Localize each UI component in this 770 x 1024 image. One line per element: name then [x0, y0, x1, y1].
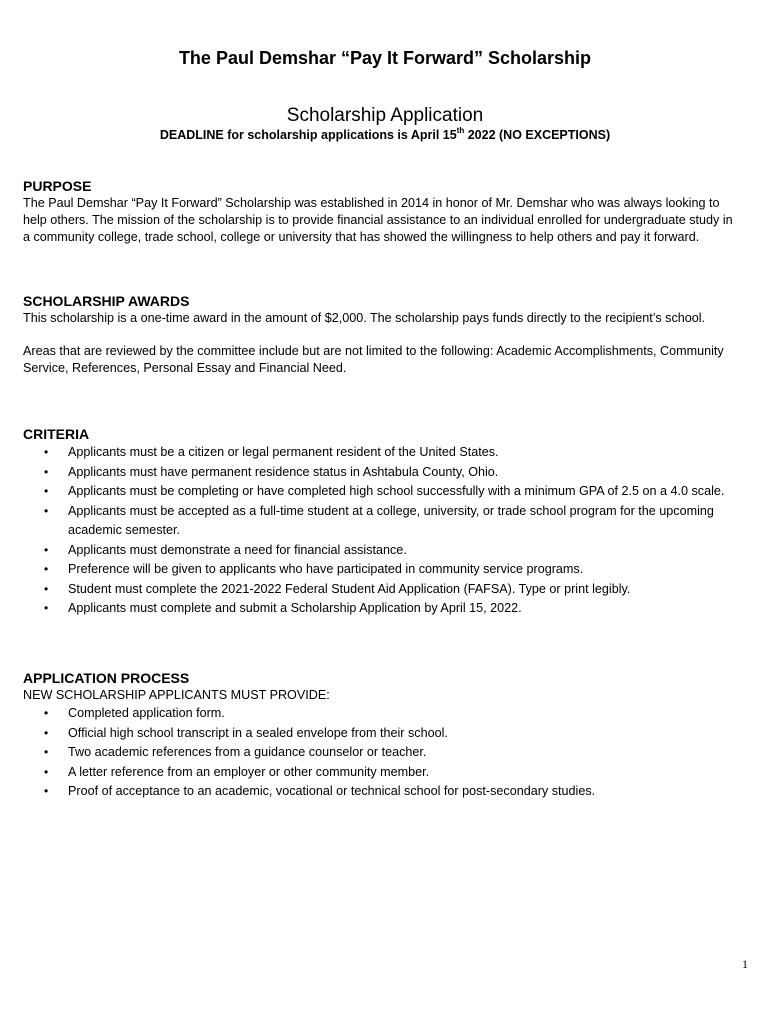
application-process-intro: NEW SCHOLARSHIP APPLICANTS MUST PROVIDE: [23, 688, 330, 702]
criteria-item-text: Applicants must be a citizen or legal permanent resident of the United States. [68, 445, 499, 459]
deadline-prefix: DEADLINE for scholarship applications is April 15 [159, 128, 457, 142]
deadline-notice [0, 128, 770, 142]
list-item [23, 782, 733, 802]
process-item-text: Proof of acceptance to an academic, vocational or technical school for post-secondary studies. [68, 784, 596, 798]
application-process-heading: APPLICATION PROCESS [23, 670, 190, 686]
awards-review-text: Areas that are reviewed by the committee include but are not limited to the following: Academic Accomplishments, Community Service, References, Personal Essay and Financial Need. [23, 344, 724, 375]
purpose-section [23, 178, 733, 246]
bullet-icon: • [44, 445, 49, 459]
page-number: 1 [742, 957, 748, 971]
criteria-section [23, 426, 733, 619]
criteria-item-text: Applicants must demonstrate a need for financial assistance. [68, 542, 407, 557]
deadline-suffix: 2022 (NO EXCEPTIONS) [464, 128, 611, 142]
bullet-icon: • [44, 745, 49, 759]
process-item-text: Two academic references from a guidance counselor or teacher. [68, 745, 427, 759]
document-title: The Paul Demshar “Pay It Forward” Scholarship [178, 48, 592, 68]
list-item [23, 743, 733, 763]
process-item-text: Completed application form. [68, 706, 225, 720]
criteria-item-text: Applicants must complete and submit a Scholarship Application by April 15, 2022. [68, 601, 522, 615]
deadline-superscript: th [456, 126, 465, 135]
criteria-heading: CRITERIA [23, 426, 90, 442]
list-item [23, 443, 733, 463]
list-item [23, 560, 733, 580]
list-item [23, 482, 733, 502]
bullet-icon: • [44, 784, 49, 798]
list-item [23, 463, 733, 483]
list-item [23, 599, 733, 619]
bullet-icon: • [44, 484, 49, 498]
application-heading: Scholarship Application [286, 105, 484, 126]
process-item-text: A letter reference from an employer or other community member. [68, 764, 430, 779]
awards-heading: SCHOLARSHIP AWARDS [23, 293, 190, 309]
criteria-item-text: Applicants must have permanent residence status in Ashtabula County, Ohio. [68, 464, 499, 479]
purpose-heading: PURPOSE [23, 178, 92, 194]
purpose-text: The Paul Demshar “Pay It Forward” Scholarship was established in 2014 in honor of Mr. Demshar who was always looking to help others. The mission of the scholarship is to provide financial assistance to an individual enrolled for undergraduate study in a community college, trade school, college or university that has showed the willingness to help others and pay it forward. [23, 196, 733, 244]
application-process-list [23, 704, 733, 802]
criteria-item-text: Student must complete the 2021-2022 Federal Student Aid Application (FAFSA). Type or print legibly. [68, 581, 631, 596]
criteria-list [23, 443, 733, 619]
criteria-item-text: Applicants must be completing or have completed high school successfully with a minimum GPA of 2.5 on a 4.0 scale. [68, 484, 725, 498]
awards-amount-text: This scholarship is a one-time award in the amount of $2,000. The scholarship pays funds directly to the recipient’s school. [23, 311, 706, 325]
bullet-icon: • [44, 503, 49, 518]
bullet-icon: • [44, 542, 49, 557]
criteria-item-text: Applicants must be accepted as a full-time student at a college, university, or trade school program for the upcoming academic semester. [68, 503, 714, 537]
list-item [23, 724, 733, 744]
bullet-icon: • [44, 725, 49, 740]
bullet-icon: • [44, 581, 49, 596]
awards-section [23, 293, 733, 377]
bullet-icon: • [44, 706, 49, 720]
list-item [23, 763, 733, 783]
application-process-section [23, 670, 733, 802]
bullet-icon: • [44, 464, 49, 479]
bullet-icon: • [44, 601, 49, 615]
bullet-icon: • [44, 764, 49, 779]
criteria-item-text: Preference will be given to applicants who have participated in community service programs. [68, 562, 584, 576]
list-item [23, 502, 733, 541]
list-item [23, 580, 733, 600]
process-item-text: Official high school transcript in a sealed envelope from their school. [68, 725, 448, 740]
list-item [23, 541, 733, 561]
bullet-icon: • [44, 562, 49, 576]
list-item [23, 704, 733, 724]
